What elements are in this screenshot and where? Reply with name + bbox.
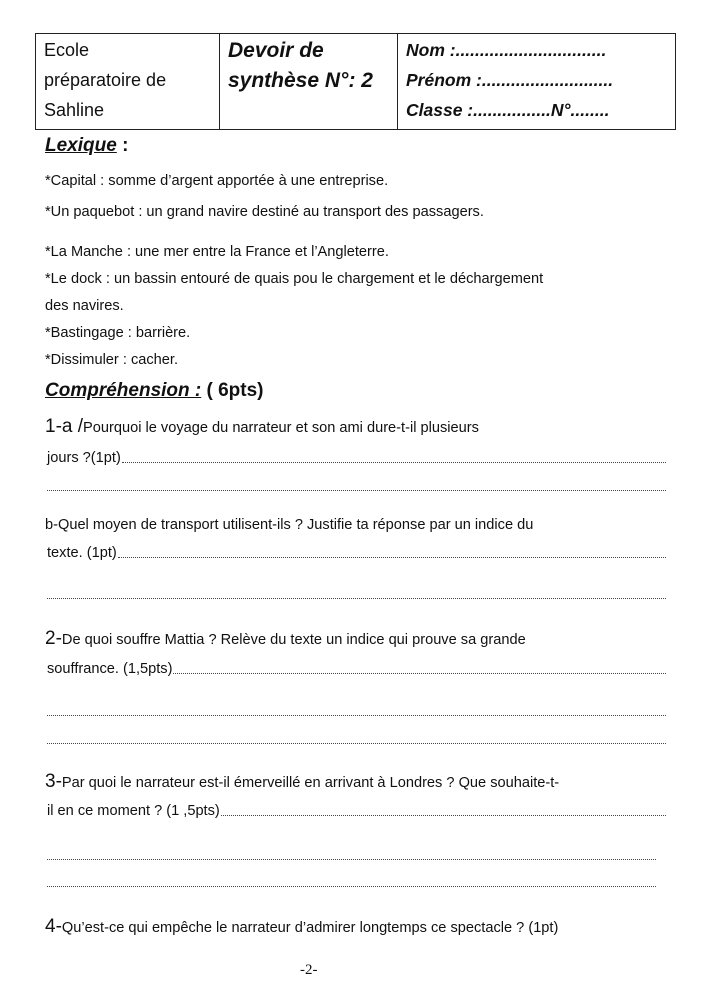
answer-dots[interactable] <box>47 598 666 599</box>
answer-dots[interactable] <box>173 661 666 674</box>
lexique-item: *Capital : somme d’argent apportée à une entreprise. <box>45 173 389 189</box>
header-table <box>35 33 676 130</box>
question-text: souffrance. (1,5pts) <box>47 661 173 677</box>
question-number: 3- <box>45 771 62 792</box>
answer-line[interactable] <box>47 545 666 561</box>
question-text: Qu’est-ce qui empêche le narrateur d’admirer longtemps ce spectacle ? (1pt) <box>61 920 559 936</box>
prenom-field[interactable]: Prénom :........................... <box>406 70 614 90</box>
answer-line[interactable] <box>47 661 666 677</box>
answer-dots[interactable] <box>47 886 656 887</box>
answer-dots[interactable] <box>118 545 666 558</box>
answer-dots[interactable] <box>47 859 656 860</box>
title-line: Devoir de <box>228 39 324 62</box>
question-text: texte. (1pt) <box>47 545 117 561</box>
answer-line[interactable] <box>47 803 666 819</box>
school-line: Sahline <box>44 100 105 120</box>
question-text: De quoi souffre Mattia ? Relève du texte un indice qui prouve sa grande <box>61 632 526 648</box>
student-fields <box>398 34 675 129</box>
nom-field[interactable]: Nom :............................... <box>406 40 607 60</box>
answer-dots[interactable] <box>122 450 666 463</box>
lexique-item: *Le dock : un bassin entouré de quais pou le chargement et le déchargement <box>45 271 544 287</box>
lexique-item: *Dissimuler : cacher. <box>45 352 179 368</box>
school-line: Ecole <box>44 40 90 60</box>
answer-dots[interactable] <box>221 803 666 816</box>
question-number: 1-a / <box>45 416 84 437</box>
page-number: -2- <box>300 962 318 978</box>
colon: : <box>116 135 129 156</box>
question-3 <box>45 771 559 793</box>
question-1a <box>45 416 479 438</box>
answer-dots[interactable] <box>47 743 666 744</box>
school-line: préparatoire de <box>44 70 167 90</box>
question-4 <box>45 916 558 938</box>
question-text: il en ce moment ? (1 ,5pts) <box>47 803 220 819</box>
comprehension-heading <box>45 380 264 402</box>
school-name <box>36 34 220 129</box>
lexique-heading <box>45 135 128 157</box>
question-text: jours ?(1pt) <box>47 450 121 466</box>
exam-title <box>220 34 398 129</box>
lexique-item: des navires. <box>45 298 124 314</box>
answer-dots[interactable] <box>47 490 666 491</box>
classe-field[interactable]: Classe :................N°........ <box>406 100 610 120</box>
lexique-item: *Un paquebot : un grand navire destiné au transport des passagers. <box>45 204 484 220</box>
question-text: Pourquoi le voyage du narrateur et son ami dure-t-il plusieurs <box>83 420 479 436</box>
comprehension-title: Compréhension : <box>45 380 202 401</box>
answer-dots[interactable] <box>47 715 666 716</box>
lexique-item: *La Manche : une mer entre la France et l’Angleterre. <box>45 244 389 260</box>
question-number: 4- <box>45 916 62 937</box>
lexique-item: *Bastingage : barrière. <box>45 325 191 341</box>
question-2 <box>45 628 526 650</box>
comprehension-points: ( 6pts) <box>201 380 264 401</box>
question-number: 2- <box>45 628 62 649</box>
answer-line[interactable] <box>47 450 666 466</box>
question-1b: b-Quel moyen de transport utilisent-ils ? Justifie ta réponse par un indice du <box>45 517 534 533</box>
lexique-title: Lexique <box>45 135 117 156</box>
question-text: Par quoi le narrateur est-il émerveillé en arrivant à Londres ? Que souhaite-t- <box>61 775 560 791</box>
title-line: synthèse N°: 2 <box>228 69 373 92</box>
